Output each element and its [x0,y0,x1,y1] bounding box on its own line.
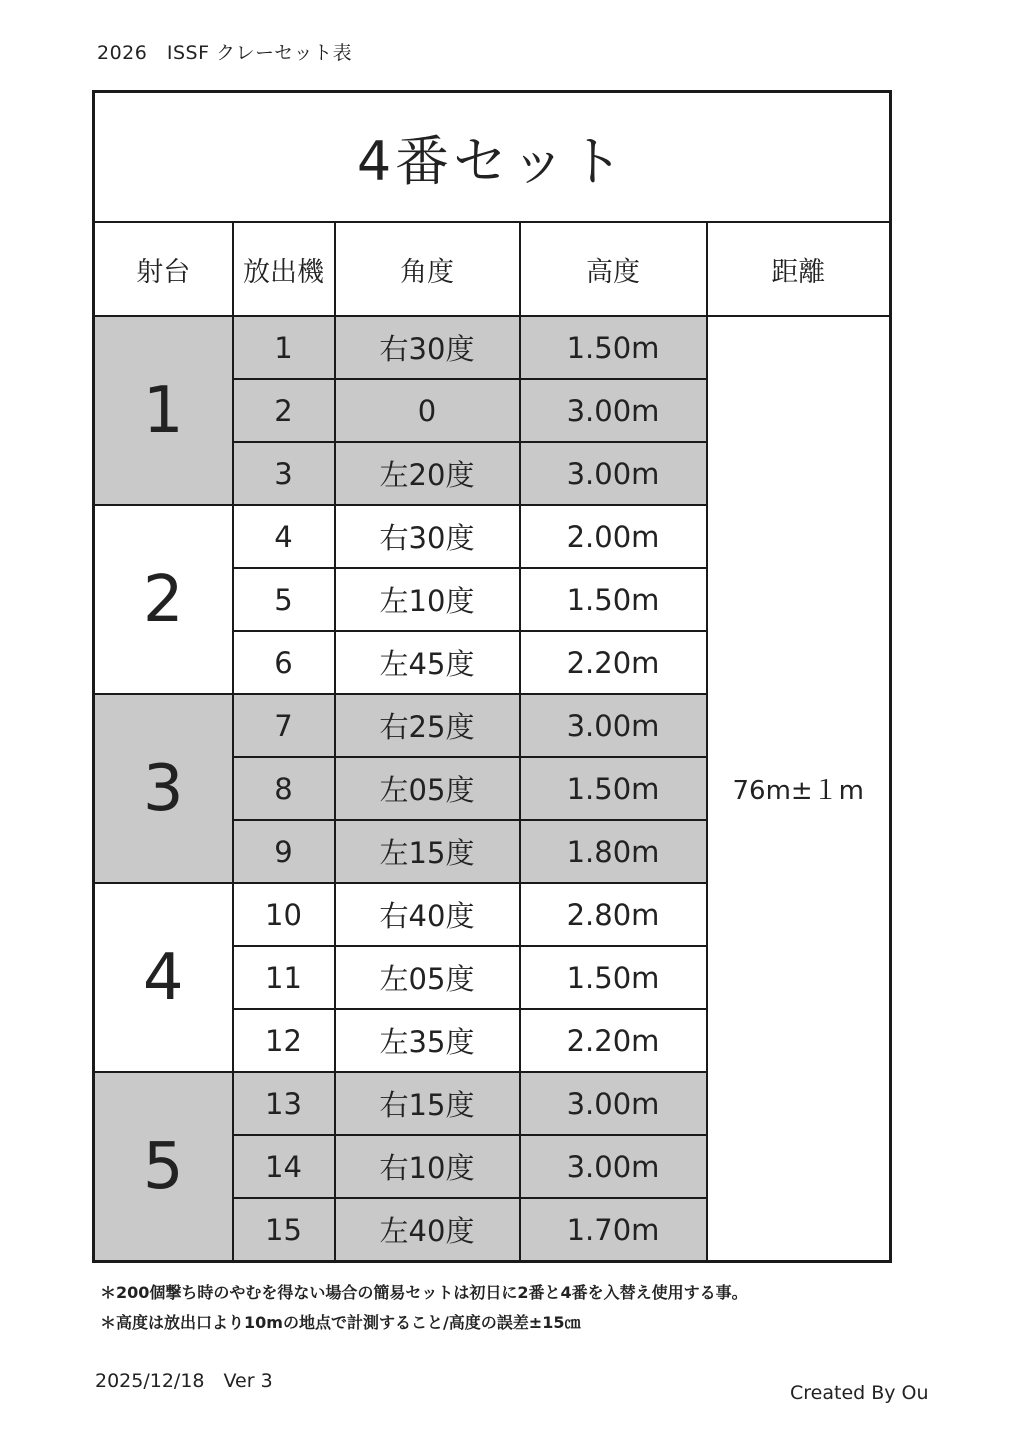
angle-cell: 左20度 [335,442,520,505]
machine-cell: 8 [233,757,335,820]
height-cell: 3.00m [520,1072,707,1135]
note-swap-sets: ＊200個撃ち時のやむを得ない場合の簡易セットは初日に2番と4番を入替え使用する事。 [100,1283,748,1302]
machine-cell: 10 [233,883,335,946]
height-cell: 2.00m [520,505,707,568]
height-cell: 1.50m [520,757,707,820]
angle-cell: 0 [335,379,520,442]
header-angle: 角度 [335,222,520,316]
angle-cell: 左40度 [335,1198,520,1262]
angle-cell: 左10度 [335,568,520,631]
angle-cell: 左35度 [335,1009,520,1072]
column-header-row [94,222,891,316]
height-cell: 2.20m [520,631,707,694]
clay-set-table [92,90,892,1263]
credit: Created By Ou [790,1382,929,1404]
station-number: 5 [94,1072,233,1262]
height-cell: 3.00m [520,694,707,757]
machine-cell: 11 [233,946,335,1009]
height-cell: 1.50m [520,946,707,1009]
notes [100,1278,748,1338]
height-cell: 1.80m [520,820,707,883]
angle-cell: 左05度 [335,946,520,1009]
angle-cell: 左45度 [335,631,520,694]
note-height-measure: ＊高度は放出口より10mの地点で計測すること/高度の誤差±15㎝ [100,1313,581,1332]
machine-cell: 3 [233,442,335,505]
height-cell: 1.50m [520,568,707,631]
height-cell: 1.70m [520,1198,707,1262]
table-row [94,316,891,379]
height-cell: 2.20m [520,1009,707,1072]
station-number: 2 [94,505,233,694]
table-body [94,92,891,1262]
height-cell: 3.00m [520,442,707,505]
angle-cell: 右30度 [335,505,520,568]
height-cell: 1.50m [520,316,707,379]
angle-cell: 右25度 [335,694,520,757]
height-cell: 3.00m [520,1135,707,1198]
machine-cell: 1 [233,316,335,379]
machine-cell: 13 [233,1072,335,1135]
station-number: 4 [94,883,233,1072]
header-distance: 距離 [707,222,891,316]
angle-cell: 右40度 [335,883,520,946]
station-number: 3 [94,694,233,883]
angle-cell: 右15度 [335,1072,520,1135]
machine-cell: 12 [233,1009,335,1072]
station-number: 1 [94,316,233,505]
angle-cell: 右10度 [335,1135,520,1198]
distance-value: 76m±１m [707,316,891,1262]
machine-cell: 14 [233,1135,335,1198]
header-height: 高度 [520,222,707,316]
header-machine: 放出機 [233,222,335,316]
machine-cell: 9 [233,820,335,883]
height-cell: 3.00m [520,379,707,442]
angle-cell: 右30度 [335,316,520,379]
angle-cell: 左15度 [335,820,520,883]
set-title: 4番セット [94,92,891,223]
date-version: 2025/12/18 Ver 3 [95,1370,273,1392]
document-heading: 2026 ISSF クレーセット表 [97,42,353,64]
machine-cell: 4 [233,505,335,568]
angle-cell: 左05度 [335,757,520,820]
machine-cell: 2 [233,379,335,442]
machine-cell: 5 [233,568,335,631]
machine-cell: 6 [233,631,335,694]
height-cell: 2.80m [520,883,707,946]
header-station: 射台 [94,222,233,316]
machine-cell: 15 [233,1198,335,1262]
machine-cell: 7 [233,694,335,757]
title-row [94,92,891,223]
